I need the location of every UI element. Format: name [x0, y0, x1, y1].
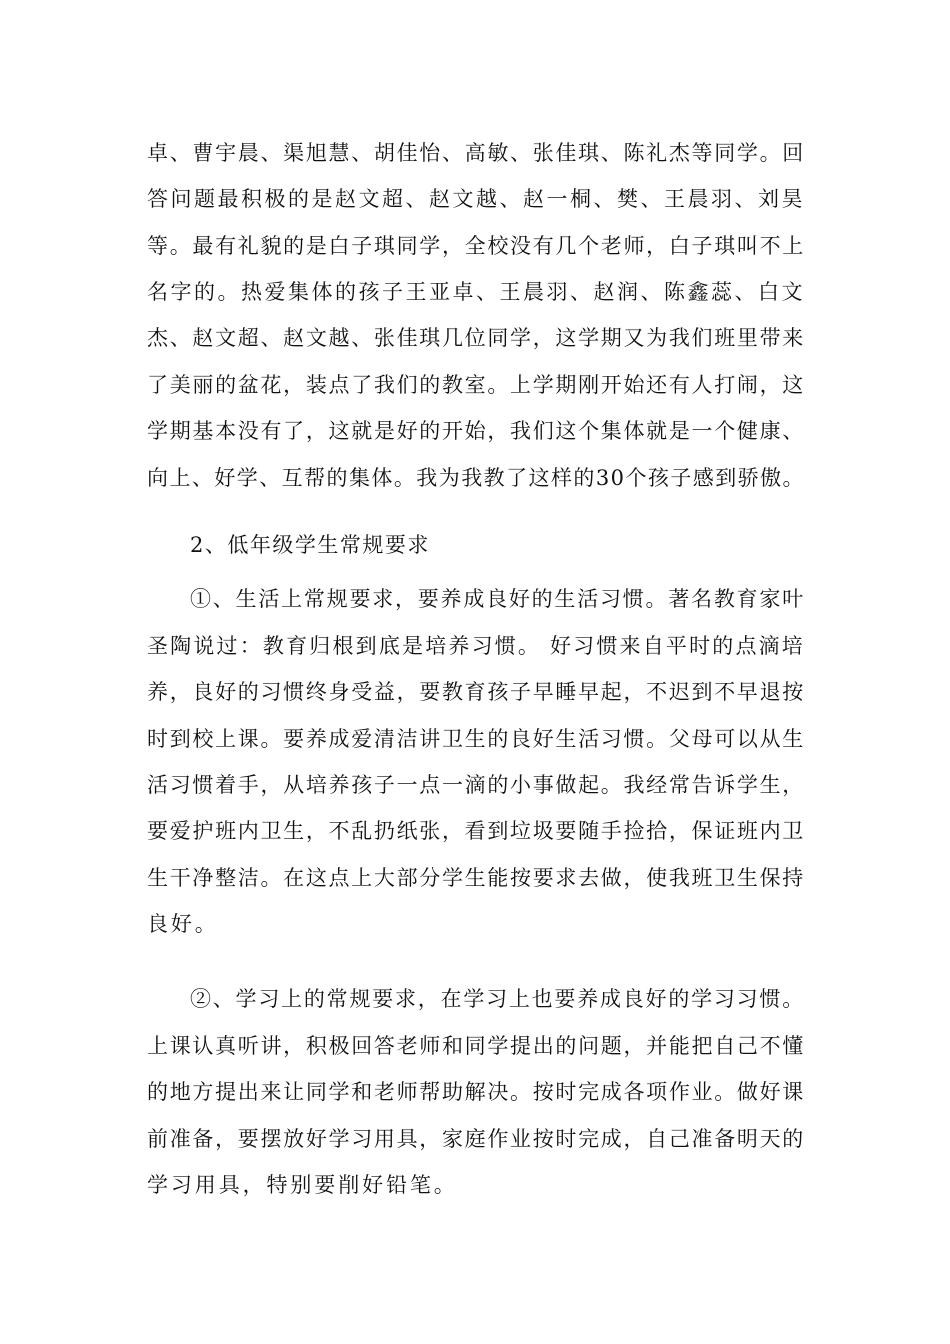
text-line: 要爱护班内卫生，不乱扔纸张，看到垃圾要随手捡拾，保证班内卫	[147, 819, 805, 843]
text-line: ②、学习上的常规要求，在学习上也要养成良好的学习习惯。	[190, 987, 805, 1011]
section-heading: 2、低年级学生常规要求	[190, 533, 430, 557]
text-line: 上课认真听讲，积极回答老师和同学提出的问题，并能把自己不懂	[147, 1034, 805, 1058]
text-line: 杰、赵文超、赵文越、张佳琪几位同学，这学期又为我们班里带来	[147, 326, 805, 350]
text-line: 答问题最积极的是赵文超、赵文越、赵一桐、樊、王晨羽、刘昊	[147, 187, 805, 211]
text-line: 等。最有礼貌的是白子琪同学，全校没有几个老师，白子琪叫不上	[147, 234, 805, 258]
text-line: 前准备，要摆放好学习用具，家庭作业按时完成，自己准备明天的	[147, 1127, 805, 1151]
text-line: 生干净整洁。在这点上大部分学生能按要求去做，使我班卫生保持	[147, 866, 805, 890]
text-line: ①、生活上常规要求，要养成良好的生活习惯。著名教育家叶	[190, 587, 805, 611]
text-line: 圣陶说过：教育归根到底是培养习惯。 好习惯来自平时的点滴培	[147, 634, 805, 658]
text-line: 养，良好的习惯终身受益，要教育孩子早睡早起，不迟到不早退按	[147, 680, 805, 704]
text-line: 学期基本没有了，这就是好的开始，我们这个集体就是一个健康、	[147, 419, 805, 443]
text-line: 了美丽的盆花，装点了我们的教室。上学期刚开始还有人打闹，这	[147, 373, 805, 397]
text-line: 时到校上课。要养成爱清洁讲卫生的良好生活习惯。父母可以从生	[147, 727, 805, 751]
text-line: 向上、好学、互帮的集体。我为我教了这样的30个孩子感到骄傲。	[147, 466, 805, 490]
text-line: 卓、曹宇晨、渠旭慧、胡佳怡、高敏、张佳琪、陈礼杰等同学。回	[147, 141, 805, 165]
text-line: 学习用具，特别要削好铅笔。	[147, 1173, 458, 1197]
text-line: 名字的。热爱集体的孩子王亚卓、王晨羽、赵润、陈鑫蕊、白文	[147, 280, 805, 304]
text-line: 的地方提出来让同学和老师帮助解决。按时完成各项作业。做好课	[147, 1080, 805, 1104]
text-line: 良好。	[147, 912, 219, 936]
text-line: 活习惯着手，从培养孩子一点一滴的小事做起。我经常告诉学生，	[147, 773, 805, 797]
